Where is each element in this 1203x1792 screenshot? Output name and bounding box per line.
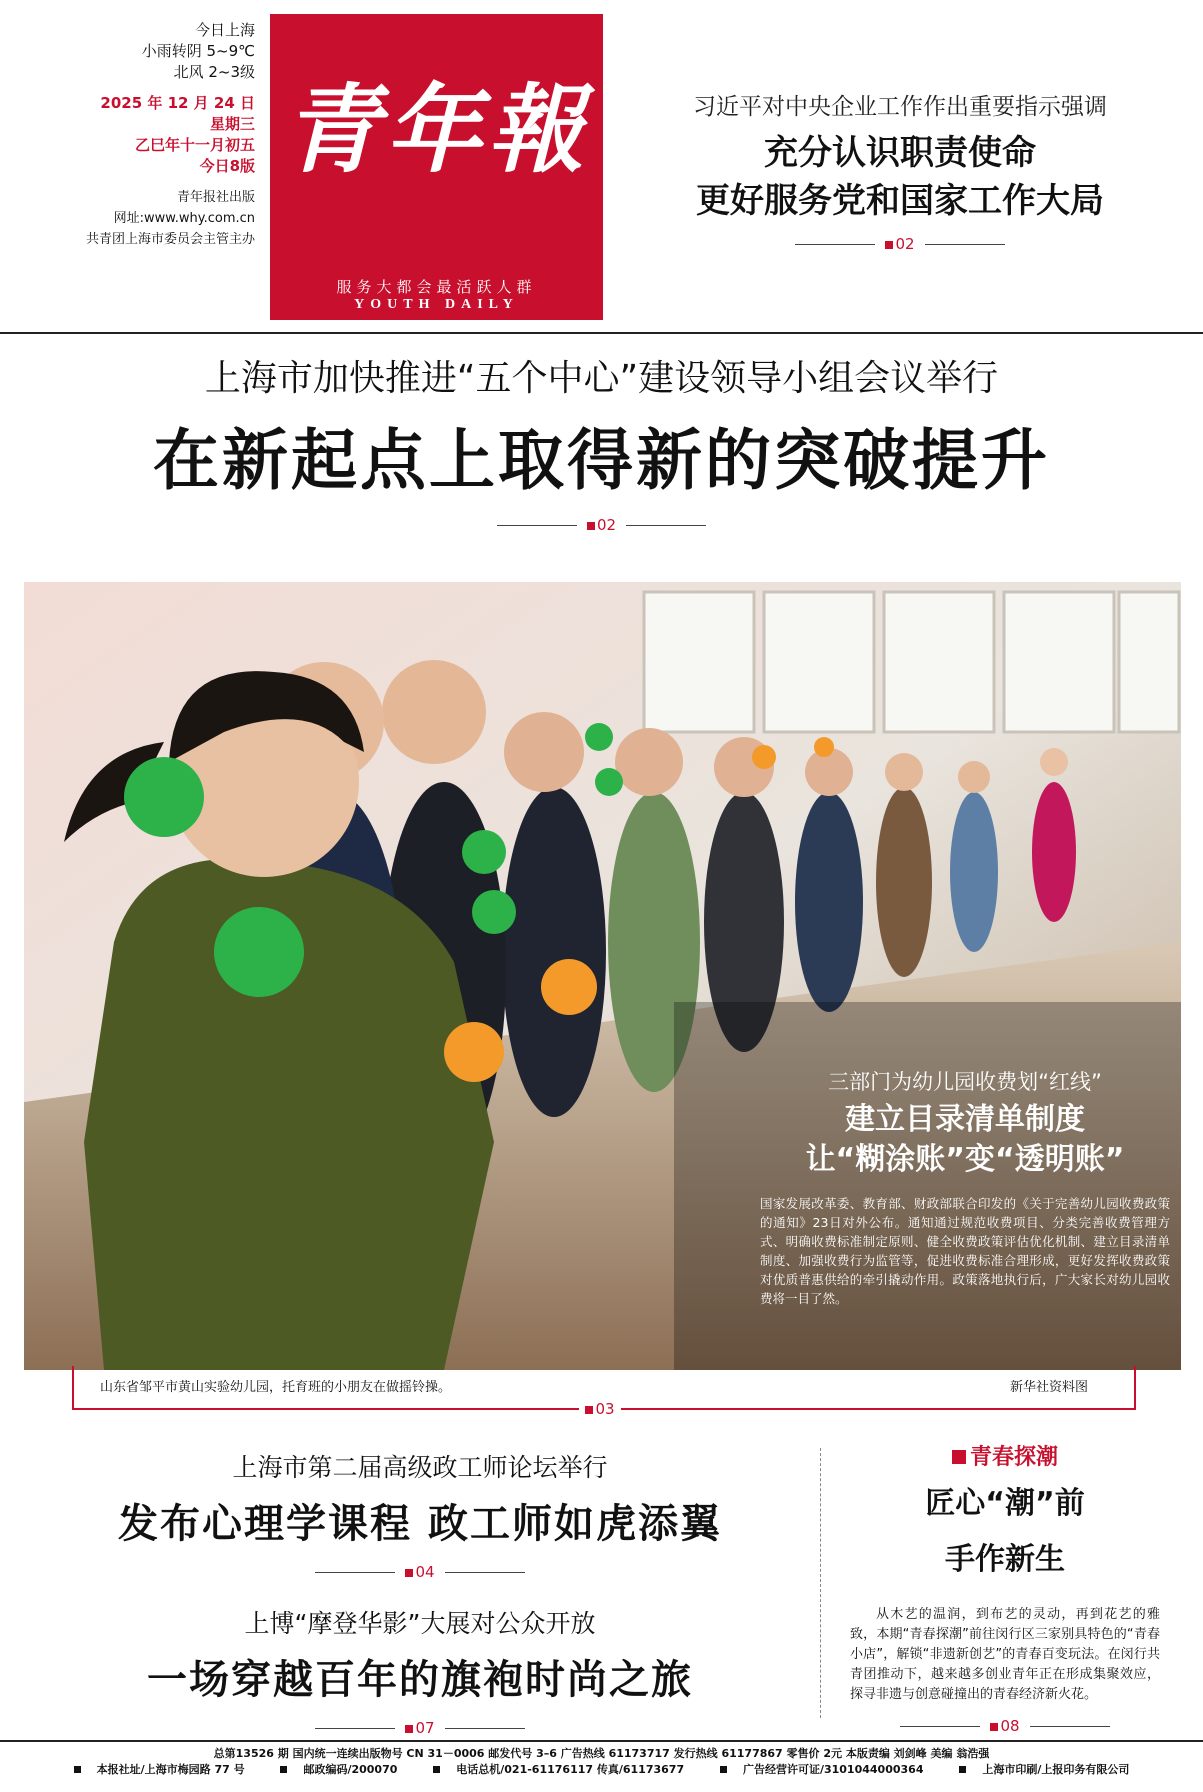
column-tag: 青春探潮: [830, 1440, 1180, 1471]
newspaper-logo: 青年報: [283, 73, 590, 186]
lunar-date: 乙巳年十一月初五: [134, 136, 255, 154]
footer-divider: [0, 1740, 1203, 1742]
column-body: 从木艺的温润，到布艺的灵动，再到花艺的雅致，本期“青春探潮”前往闵行区三家别具特色的“青春小店”，解锁“非遗新创艺”的青春百变玩法。在闵行共青团推动下，越来越多创业青年正在形成集聚效应，探寻非遗与创意碰撞出的青春经济新火花。: [850, 1607, 1160, 1702]
footer-ad-license: 广告经营许可证/3101044000364: [742, 1763, 924, 1776]
top-story-kicker: 习近平对中央企业工作作出重要指示强调: [693, 94, 1107, 120]
weather-title: 今日上海: [194, 21, 255, 39]
story-psychology[interactable]: [40, 1448, 800, 1581]
page-count: 今日8版: [199, 157, 255, 175]
photo-story-kicker: 三部门为幼儿园收费划“红线”: [828, 1070, 1102, 1094]
website: 网址:www.why.com.cn: [113, 211, 255, 226]
top-story-headline-1: 充分认识职责使命: [764, 133, 1036, 173]
column-page-ref[interactable]: 08: [830, 1717, 1180, 1735]
weekday: 星期三: [209, 115, 255, 133]
footer-printer: 上海市印刷/上报印务有限公司: [982, 1763, 1130, 1776]
sponsor: 共青团上海市委员会主管主办: [85, 232, 255, 247]
english-name: YOUTH DAILY: [354, 297, 519, 312]
column-headline-1: 匠心“潮”前: [925, 1486, 1085, 1521]
lead-story[interactable]: [0, 350, 1203, 534]
footer-row-1: 总第13526 期 国内统一连续出版物号 CN 31－0006 邮发代号 3–6 广告热线 61173717 发行热线 61177867 零售价 2元 本版责编 刘剑峰 美编 翁浩强: [213, 1747, 990, 1760]
story-qipao[interactable]: [40, 1604, 800, 1737]
column-divider: [820, 1448, 821, 1718]
photo-caption: 山东省邹平市黄山实验幼儿园，托育班的小朋友在做摇铃操。: [100, 1380, 452, 1395]
wind: 北风 2~3级: [173, 63, 255, 81]
issue-date: 2025 年 12 月 24 日: [100, 94, 255, 112]
top-story-page-ref[interactable]: 02: [620, 235, 1180, 253]
top-story[interactable]: [620, 88, 1180, 253]
masthead-divider: [0, 332, 1203, 334]
slogan: 服务大都会最活跃人群: [336, 278, 537, 296]
masthead-logo-box: [270, 14, 603, 320]
story-qipao-headline: 一场穿越百年的旗袍时尚之旅: [147, 1657, 693, 1703]
footer-row-2: [0, 1762, 1203, 1778]
lead-kicker: 上海市加快推进“五个中心”建设领导小组会议举行: [204, 358, 999, 399]
footer: [0, 1746, 1203, 1778]
masthead-info: [30, 20, 255, 250]
footer-address: 本报社址/上海市梅园路 77 号: [96, 1763, 245, 1776]
photo-story-headline-1: 建立目录清单制度: [845, 1102, 1085, 1137]
photo-page-ref[interactable]: 03: [540, 1400, 660, 1418]
footer-postcode: 邮政编码/200070: [303, 1763, 398, 1776]
column-feature[interactable]: [830, 1440, 1180, 1735]
top-story-headline-2: 更好服务党和国家工作大局: [696, 181, 1104, 221]
story-qipao-page-ref[interactable]: 07: [40, 1719, 800, 1737]
lead-page-ref[interactable]: 02: [0, 516, 1203, 534]
story-psychology-page-ref[interactable]: 04: [40, 1563, 800, 1581]
photo-credit: 新华社资料图: [1010, 1380, 1089, 1395]
publisher: 青年报社出版: [176, 190, 255, 205]
story-qipao-kicker: 上博“摩登华影”大展对公众开放: [244, 1609, 596, 1638]
lead-headline: 在新起点上取得新的突破提升: [153, 422, 1050, 499]
story-psychology-headline: 发布心理学课程 政工师如虎添翼: [118, 1501, 722, 1547]
column-headline-2: 手作新生: [945, 1542, 1065, 1577]
footer-phone: 电话总机/021-61176117 传真/61173677: [456, 1763, 685, 1776]
photo-story-headline-2: 让“糊涂账”变“透明账”: [805, 1142, 1125, 1177]
story-psychology-kicker: 上海市第二届高级政工师论坛举行: [232, 1453, 608, 1482]
photo-story-body: 国家发展改革委、教育部、财政部联合印发的《关于完善幼儿园收费政策的通知》23日对外公布。通知通过规范收费项目、分类完善收费管理方式、明确收费标准制定原则、健全收费政策评估优化机制、建立目录清单制度、加强收费行为监管等，促进收费标准合理形成，更好发挥收费政策对优质普惠供给的牵引撬动作用。政策落地执行后，广大家长对幼儿园收费将一目了然。: [760, 1196, 1170, 1306]
weather-desc: 小雨转阴 5~9℃: [141, 42, 255, 60]
photo-story[interactable]: [760, 1066, 1170, 1308]
